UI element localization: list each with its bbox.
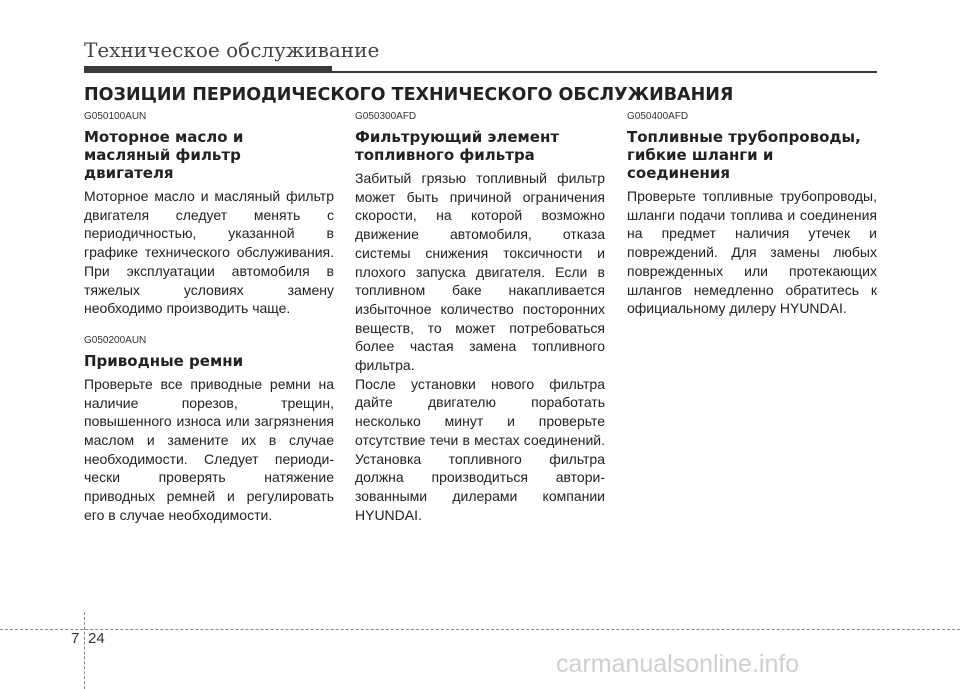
block-title: Моторное масло и масляный фильтр двигателя — [84, 128, 244, 182]
block-text: Проверьте все приводные ремни на наличие порезов, трещин, повышенного износа или загрязнения маслом и замените их в случае необходимости. Следует периоди-чески проверять натяжение приводных ремней и регулировать его в случае необходимости. — [84, 375, 334, 523]
block-code: G050300AFD — [355, 111, 417, 122]
block-title: Фильтрующий элемент топливного фильтра — [355, 128, 560, 164]
section-heading: ПОЗИЦИИ ПЕРИОДИЧЕСКОГО ТЕХНИЧЕСКОГО ОБСЛУЖИВАНИЯ — [84, 85, 734, 105]
block-text-2: После установки нового фильтра дайте двигателю поработать несколько минут и проверьте отсутствие течи в местах соединений. Установка топливного фильтра должна производиться автори-зованными дилерами компании HYUNDAI. — [355, 375, 605, 523]
header-rule-thin — [332, 71, 877, 73]
column-3 — [627, 111, 877, 318]
block-code: G050200AUN — [84, 334, 147, 346]
header-rule-thick — [84, 66, 332, 73]
block-title: Приводные ремни — [84, 351, 244, 370]
block-text: Забитый грязью топливный фильтр может быть причиной ограничения скорости, на которой возможно движение автомобиля, отказа системы снижения токсичности и плохого запуска двигателя. Если в топливном баке накапливается избыточное количество посторонних веществ, то может потребоваться более частая замена топливного фильтра. — [355, 170, 605, 374]
block-code: G050100AUN — [84, 111, 147, 122]
column-2 — [355, 111, 605, 524]
block-text: Моторное масло и масляный фильтр двигателя следует менять с периодичностью, указанной в графике технического обслуживания. При эксплуатации автомобиля в тяжелых условиях замену необходимо производить чаще. — [84, 188, 334, 317]
watermark: carmanualsonline.info — [556, 650, 800, 678]
page-header-title: Техническое обслуживание — [84, 38, 380, 62]
footer-horizontal-guide — [0, 629, 960, 630]
page-number: 24 — [88, 630, 105, 647]
block-title: Топливные трубопроводы, гибкие шланги и соединения — [627, 128, 861, 182]
chapter-number: 7 — [71, 630, 80, 647]
block-code: G050400AFD — [627, 111, 689, 122]
block-text: Проверьте топливные трубопроводы, шланги подачи топлива и соединения на предмет наличия утечек и повреждений. Для замены любых поврежденных или протекающих шлангов немедленно обратитесь к официальному дилеру HYUNDAI. — [627, 188, 877, 317]
column-1 — [84, 111, 334, 525]
footer-vertical-guide — [84, 612, 85, 689]
